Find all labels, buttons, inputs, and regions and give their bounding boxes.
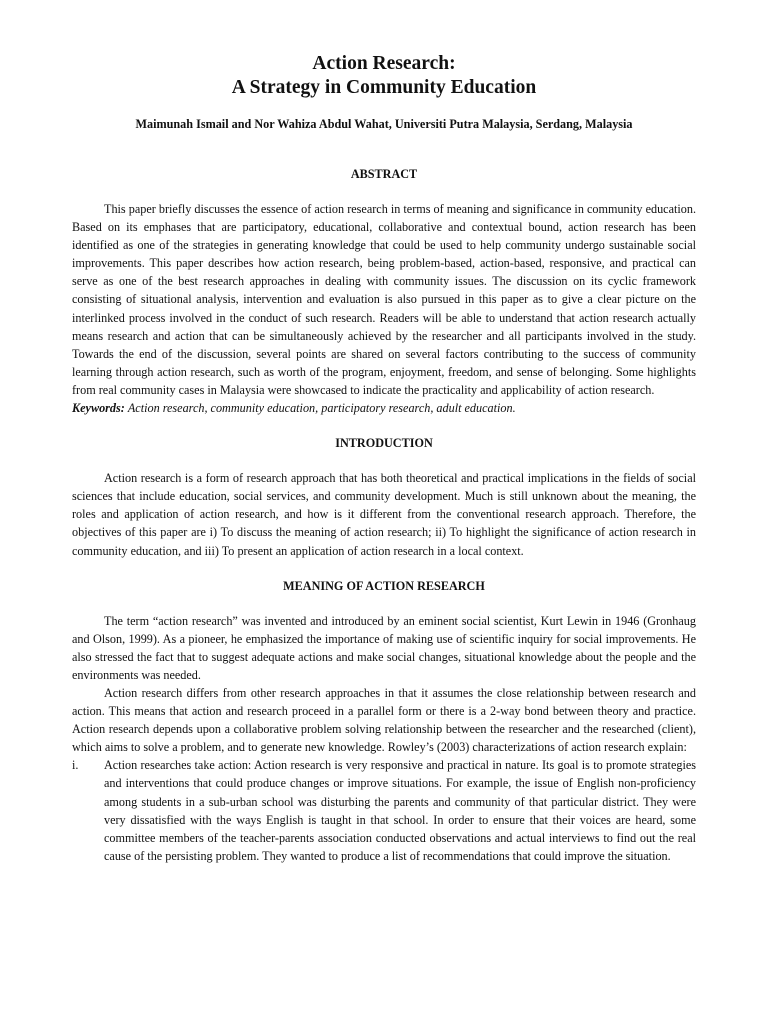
author-line: Maimunah Ismail and Nor Wahiza Abdul Wahat, Universiti Putra Malaysia, Serdang, Malaysia <box>135 117 633 131</box>
abstract-section <box>72 166 696 417</box>
introduction-body: Action research is a form of research approach that has both theoretical and practical implications in the fields of social sciences that include education, social services, and community development. Much is still unknown about the meaning, the roles and application of action research, and how is it different from the conventional research approach. Therefore, the objectives of this paper are i) To discuss the meaning of action research; ii) To highlight the significance of action research in community education, and iii) To present an application of action research in a local context. <box>72 471 696 558</box>
keywords-text: Action research, community education, participatory research, adult education. <box>127 401 516 416</box>
meaning-heading: MEANING OF ACTION RESEARCH <box>283 578 485 593</box>
list-item <box>72 756 696 865</box>
paper-title <box>72 52 696 100</box>
paper-page <box>72 52 696 865</box>
keywords-line <box>72 399 696 417</box>
meaning-para-2: Action research differs from other research approaches in that it assumes the close relationship between research and action. This means that action and research proceed in a parallel form or there is a 2-way bond between theory and practice. Action research depends upon a collaborative problem solving relationship between the researcher and the researched (client), which aims to solve a problem, and to generate new knowledge. Rowley’s (2003) characterizations of action research explain: <box>72 685 696 755</box>
abstract-body: This paper briefly discusses the essence of action research in terms of meaning and significance in community education. Based on its emphases that are participatory, educational, collaborative and contextual bound, action research has been identified as one of the strategies in generating knowledge that could be used to help community undergo sustainable social improvements. This paper describes how action research, being problem-based, action-based, responsive, and practical can serve as one of the best research approaches in dealing with community issues. The discussion on its cyclic framework consisting of situational analysis, intervention and evaluation is also pursued in this paper as to give a clear picture on the interlinked process involved in the conduct of such research. Readers will be able to understand that action research actually means research and action that can be simultaneously achieved by the researcher and all participants involved in the study. Towards the end of the discussion, several points are shared on several factors contributing to the success of community learning through action research, such as worth of the program, enjoyment, freedom, and sense of belonging. Some highlights from real community cases in Malaysia were showcased to indicate the practicality and applicability of action research. <box>72 202 696 397</box>
introduction-section <box>72 435 696 559</box>
list-marker: i. <box>72 758 79 773</box>
keywords-label: Keywords: <box>72 401 125 416</box>
introduction-heading: INTRODUCTION <box>335 436 433 451</box>
title-line-2: A Strategy in Community Education <box>231 77 537 98</box>
abstract-heading: ABSTRACT <box>350 167 418 181</box>
meaning-para-1: The term “action research” was invented and introduced by an eminent social scientist, Kurt Lewin in 1946 (Gronhaug and Olson, 1999). As a pioneer, he emphasized the importance of making use of scientific inquiry for social improvements. He also stressed the fact that to suggest adequate actions and make social changes, situational knowledge about the people and the environments was needed. <box>72 613 696 682</box>
list-item-text: Action researches take action: Action research is very responsive and practical in nature. Its goal is to promote strategies and interventions that could produce changes or improve situations. For example, the issue of English non-proficiency among students in a sub-urban school was disturbing the parents and community of that particular district. They were very dissatisfied with the ways English is taught in that school. In order to ensure that their voices are heard, some committee members of the teacher-parents association conducted observations and actual interviews to find out the real cause of the persisting problem. They wanted to produce a list of recommendations that could improve the situation. <box>104 758 696 863</box>
title-line-1: Action Research: <box>312 53 456 74</box>
meaning-section <box>72 578 696 865</box>
